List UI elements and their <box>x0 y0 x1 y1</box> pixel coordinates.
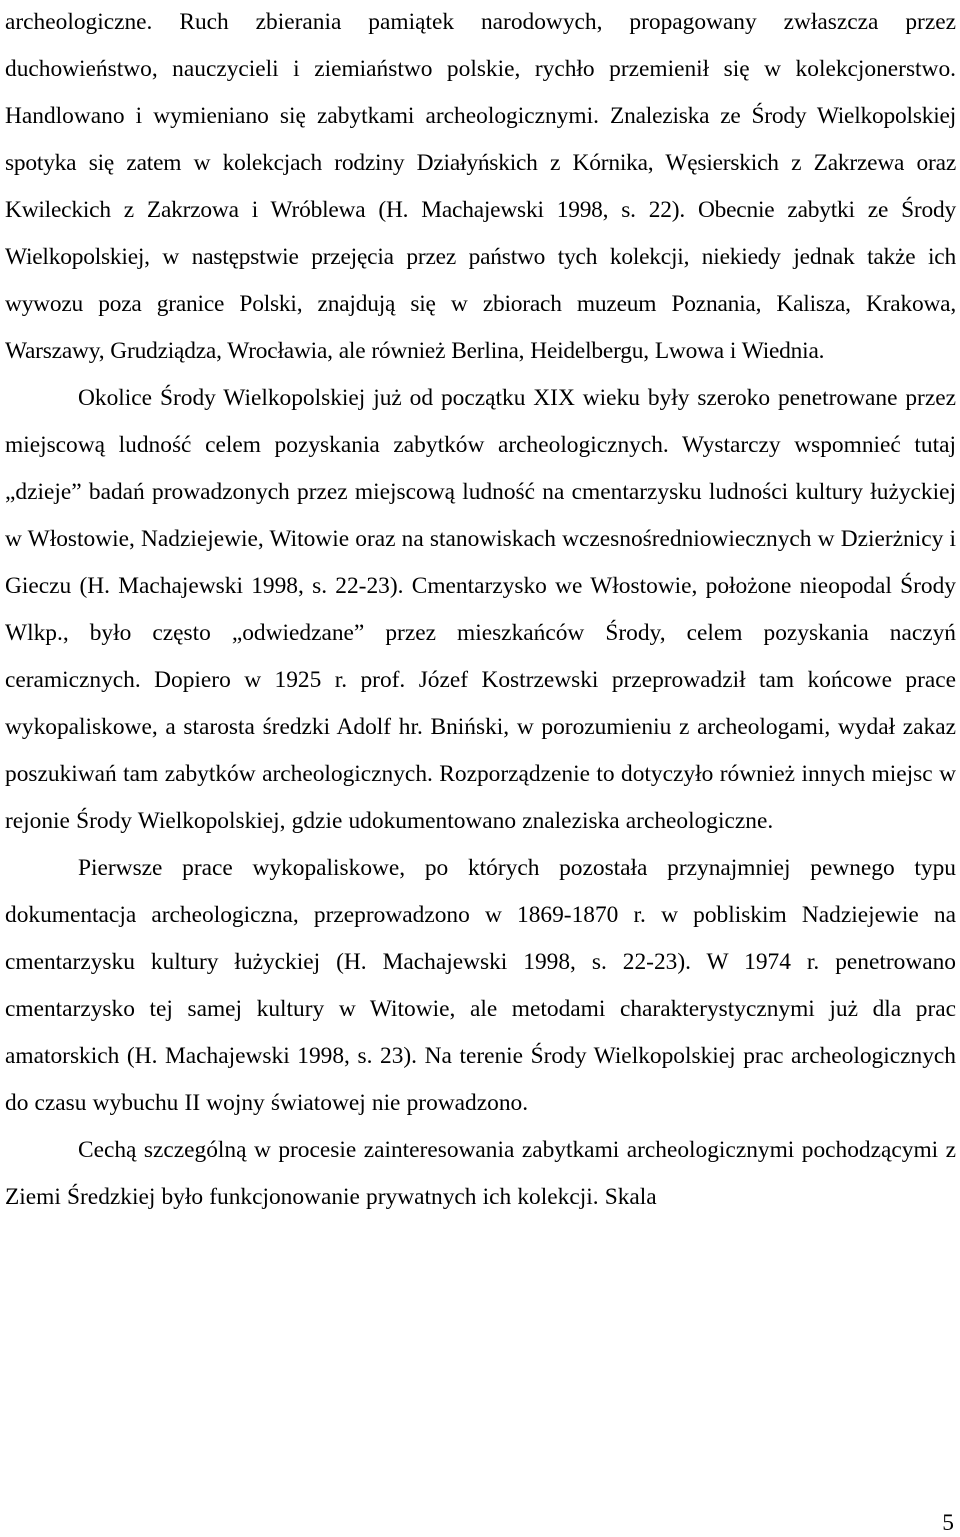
paragraph-4 <box>5 1127 956 1221</box>
page-number: 5 <box>942 1510 954 1536</box>
paragraph-1 <box>5 0 956 375</box>
paragraph-1-part-2: Znaleziska ze Środy Wielkopolskiej spotyka się zatem w kolekcjach rodziny Działyńskich z Kórnika, Węsierskich z Zakrzewa oraz Kwileckich z Zakrzowa i Wróblewa (H. Machajewski 1998, s. 22). Obecnie zabytki ze Środy Wielkopolskiej, w następstwie przejęcia przez państwo tych kolekcji, niekiedy jednak także ich wywozu poza granice Polski, znajdują się w zbiorach muzeum Poznania, Kalisza, Krakowa, Warszawy, Grudziądza, Wrocławia, ale również Berlina, Heidelbergu, Lwowa i Wiednia. <box>5 103 956 364</box>
paragraph-4-text: Cechą szczególną w procesie zainteresowania zabytkami archeologicznymi pochodzącymi z Ziemi Średzkiej było funkcjonowanie prywatnych ich kolekcji. Skala <box>5 1137 956 1210</box>
paragraph-2 <box>5 375 956 845</box>
paragraph-3 <box>5 845 956 1127</box>
paragraph-1-part-1: archeologiczne. Ruch zbierania pamiątek narodowych, propagowany zwłaszcza przez duchowieństwo, nauczycieli i ziemiaństwo polskie, rychło przemienił się w kolekcjonerstwo. Handlowano i wymieniano się zabytkami archeologicznymi. <box>5 9 956 129</box>
document-page <box>5 0 956 1221</box>
paragraph-2-text: Okolice Środy Wielkopolskiej już od początku XIX wieku były szeroko penetrowane przez miejscową ludność celem pozyskania zabytków archeologicznych. Wystarczy wspomnieć tutaj „dzieje” badań prowadzonych przez miejscową ludność na cmentarzysku ludności kultury łużyckiej w Włostowie, Nadziejewie, Witowie oraz na stanowiskach wczesnośredniowiecznych w Dzierżnicy i Gieczu (H. Machajewski 1998, s. 22-23). Cmentarzysko we Włostowie, położone nieopodal Środy Wlkp., było często „odwiedzane” przez mieszkańców Środy, celem pozyskania naczyń ceramicznych. Dopiero w 1925 r. prof. Józef Kostrzewski przeprowadził tam końcowe prace wykopaliskowe, a starosta średzki Adolf hr. Bniński, w porozumieniu z archeologami, wydał zakaz poszukiwań tam zabytków archeologicznych. Rozporządzenie to dotyczyło również innych miejsc w rejonie Środy Wielkopolskiej, gdzie udokumentowano znaleziska archeologiczne. <box>5 385 956 834</box>
paragraph-3-text: Pierwsze prace wykopaliskowe, po których pozostała przynajmniej pewnego typu dokumentacja archeologiczna, przeprowadzono w 1869-1870 r. w pobliskim Nadziejewie na cmentarzysku kultury łużyckiej (H. Machajewski 1998, s. 22-23). W 1974 r. penetrowano cmentarzysko tej samej kultury w Witowie, ale metodami charakterystycznymi już dla prac amatorskich (H. Machajewski 1998, s. 23). Na terenie Środy Wielkopolskiej prac archeologicznych do czasu wybuchu II wojny światowej nie prowadzono. <box>5 855 956 1116</box>
